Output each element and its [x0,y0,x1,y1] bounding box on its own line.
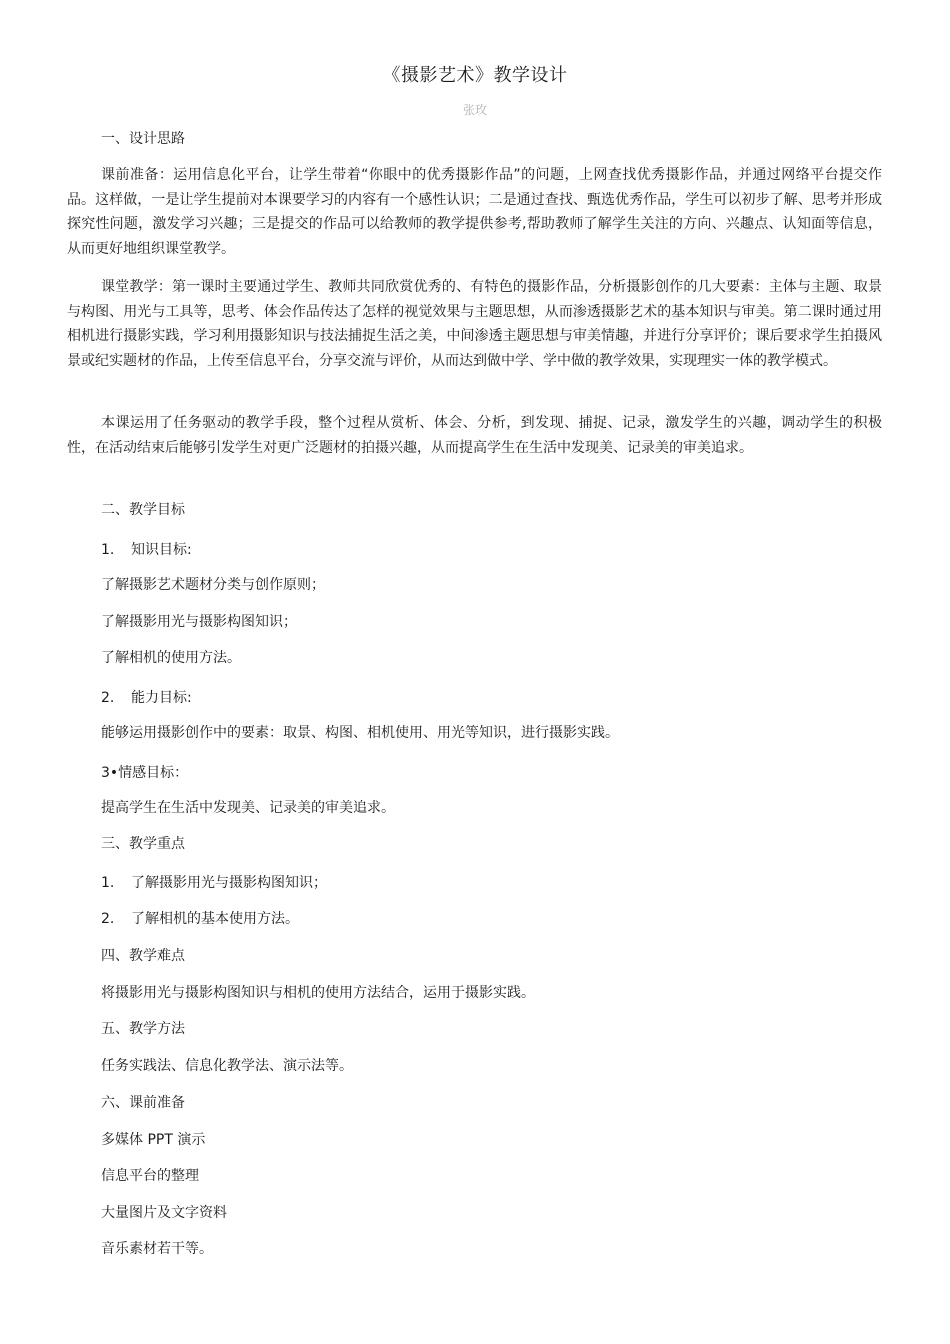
list-item: 了解摄影艺术题材分类与创作原则； [101,577,325,593]
list-item: 能够运用摄影创作中的要素：取景、构图、相机使用、用光等知识，进行摄影实践。 [101,725,619,741]
goal-label: 能力目标: [131,690,192,706]
key-point-text: 了解相机的基本使用方法。 [131,911,299,927]
list-number: 2. [101,911,115,927]
list-item: 了解摄影用光与摄影构图知识； [101,614,297,630]
list-item: 了解相机的使用方法。 [101,650,241,666]
list-item: 大量图片及文字资料 [101,1205,227,1221]
key-point-text: 了解摄影用光与摄影构图知识； [131,875,327,891]
list-number: 1. [101,542,115,558]
list-item: 信息平台的整理 [101,1168,199,1184]
list-item: 提高学生在生活中发现美、记录美的审美追求。 [101,800,395,816]
list-item: 音乐素材若干等。 [101,1241,213,1257]
section-heading-teaching-goals: 二、教学目标 [101,502,185,518]
list-item: 多媒体 PPT 演示 [101,1132,206,1148]
key-point-item [101,871,327,895]
difficulty-text: 将摄影用光与摄影构图知识与相机的使用方法结合，运用于摄影实践。 [101,985,535,1001]
paragraph-task-driven: 本课运用了任务驱动的教学手段，整个过程从赏析、体会、分析，到发现、捕捉、记录，激发学生的兴趣，调动学生的积极性，在活动结束后能够引发学生对更广泛题材的拍摄兴趣，从而提高学生在生活中发现美、记录美的审美追求。 [67,415,882,456]
goal-label: 知识目标: [131,542,192,558]
key-point-item [101,907,299,931]
section-heading-preparation: 六、课前准备 [101,1095,185,1111]
author-name: 张玫 [462,103,487,117]
goal-emotion-heading: 3•情感目标： [101,765,189,781]
section-heading-methods: 五、教学方法 [101,1021,185,1037]
list-number: 2. [101,690,115,706]
methods-text: 任务实践法、信息化教学法、演示法等。 [101,1058,353,1074]
list-number: 1. [101,875,115,891]
paragraph-pre-class-prep: 课前准备：运用信息化平台，让学生带着“你眼中的优秀摄影作品”的问题，上网查找优秀摄影作品，并通过网络平台提交作品。这样做，一是让学生提前对本课要学习的内容有一个感性认识；二是通过查找、甄选优秀作品，学生可以初步了解、思考并形成探究性问题，激发学习兴趣；三是提交的作品可以给教师的教学提供参考,帮助教师了解学生关注的方向、兴趣点、认知面等信息，从而更好地组织课堂教学。 [67,167,882,257]
section-heading-difficulties: 四、教学难点 [101,948,185,964]
section-heading-key-points: 三、教学重点 [101,836,185,852]
goal-ability-heading [101,686,192,710]
goal-knowledge-heading [101,538,192,562]
document-title: 《摄影艺术》教学设计 [382,65,568,86]
paragraph-classroom-teaching: 课堂教学：第一课时主要通过学生、教师共同欣赏优秀的、有特色的摄影作品，分析摄影创作的几大要素：主体与主题、取景与构图、用光与工具等，思考、体会作品传达了怎样的视觉效果与主题思想，从而渗透摄影艺术的基本知识与审美。第二课时通过用相机进行摄影实践，学习利用摄影知识与技法捕捉生活之美，中间渗透主题思想与审美情趣，并进行分享评价；课后要求学生拍摄风景或纪实题材的作品，上传至信息平台，分享交流与评价，从而达到做中学、学中做的教学效果，实现理实一体的教学模式。 [67,279,882,369]
section-heading-design-idea: 一、设计思路 [101,131,185,147]
